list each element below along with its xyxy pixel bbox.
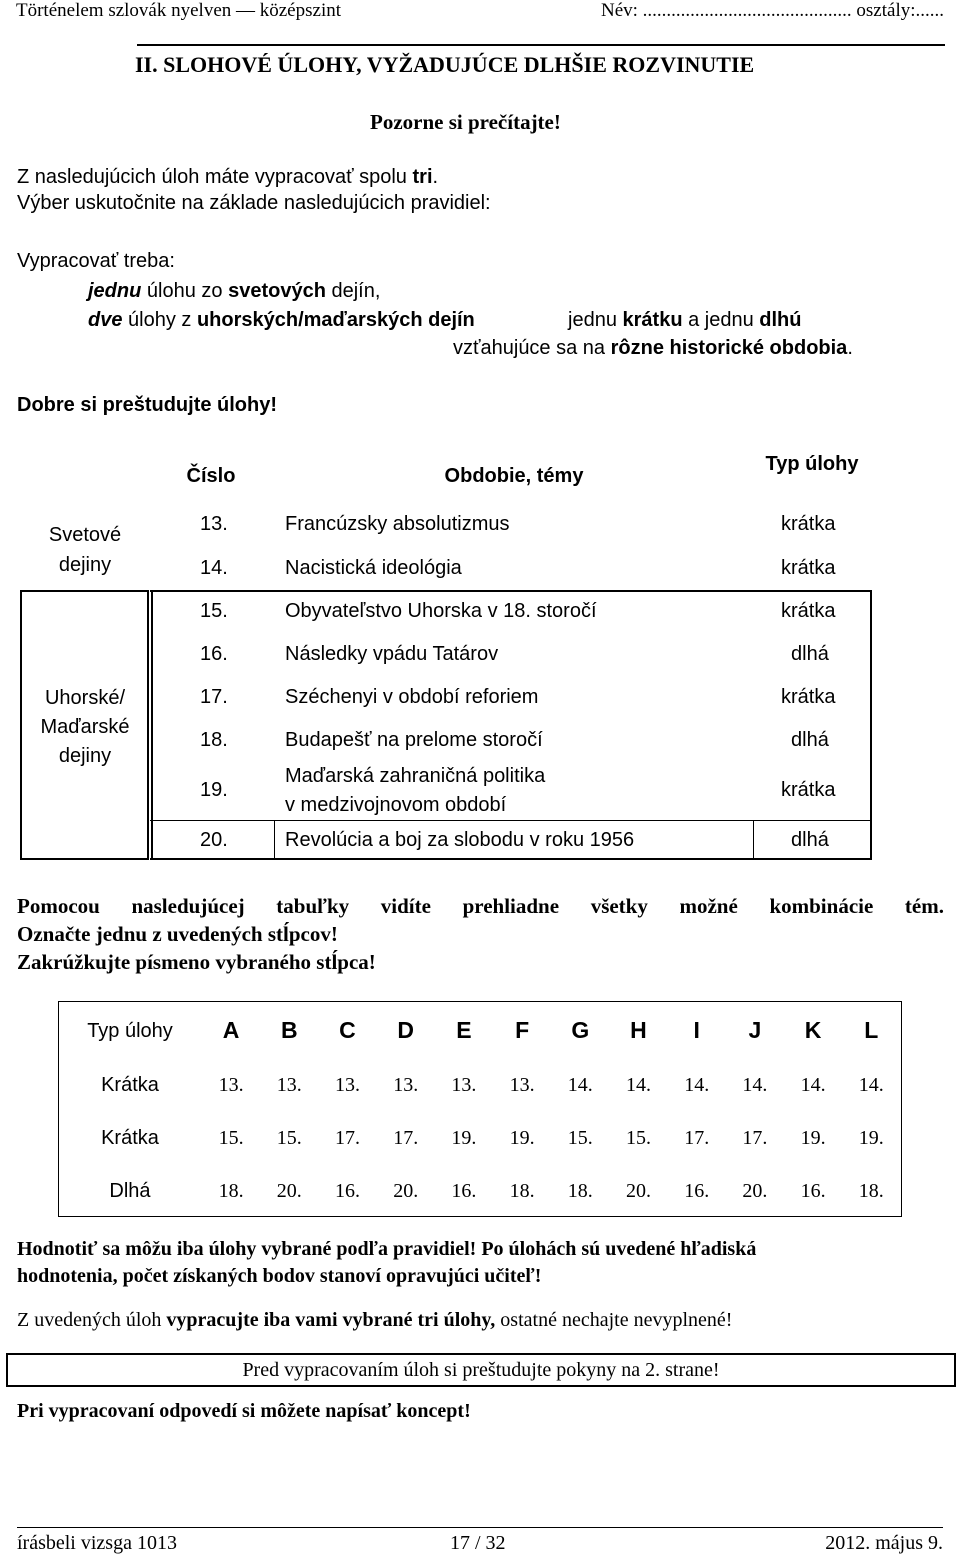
combo-cell: 15.: [276, 1127, 302, 1149]
column-letter-c[interactable]: C: [339, 1017, 356, 1043]
col-header-topic: Obdobie, témy: [444, 465, 584, 487]
col-rule-a: [274, 820, 275, 860]
combo-row-label-3[interactable]: Dlhá: [109, 1180, 151, 1202]
column-letter-b[interactable]: B: [280, 1017, 298, 1043]
col-header-type: Typ úlohy: [765, 453, 859, 475]
intro-line1: Z nasledujúcich úloh máte vypracovať spolu tri.: [17, 166, 439, 188]
combo-cell: 14.: [858, 1074, 884, 1096]
page-number: 17 / 32: [450, 1532, 506, 1554]
row-14-type: krátka: [781, 557, 836, 579]
row-13-topic: Francúzsky absolutizmus: [285, 513, 510, 535]
column-letter-e[interactable]: E: [456, 1017, 472, 1043]
combo-cell: 20.: [742, 1180, 768, 1202]
column-letter-h[interactable]: H: [630, 1017, 647, 1043]
combo-cell: 18.: [567, 1180, 593, 1202]
evaluation-line1: Hodnotiť sa môžu iba úlohy vybrané podľa pravidiel! Po úlohách sú uvedené hľadiská: [17, 1238, 757, 1260]
combo-cell: 14.: [625, 1074, 651, 1096]
combo-intro-line3: Zakrúžkujte písmeno vybraného stĺpca!: [17, 950, 376, 974]
row-15-topic: Obyvateľstvo Uhorska v 18. storočí: [285, 600, 597, 622]
boxed-note: [6, 1353, 956, 1387]
row-18-topic: Budapešť na prelome storočí: [285, 729, 543, 751]
footer-right: 2012. május 9.: [825, 1532, 943, 1554]
row-20-type: dlhá: [791, 829, 829, 851]
study-note: Dobre si preštudujte úlohy!: [17, 394, 278, 416]
header-rule: [137, 44, 945, 46]
header-right: Név: ............................................ osztály:......: [600, 0, 944, 21]
row-19-type: krátka: [781, 779, 836, 801]
boxed-note-text: Pred vypracovaním úloh si preštudujte pokyny na 2. strane!: [242, 1359, 720, 1381]
combo-row-label-2[interactable]: Krátka: [101, 1127, 159, 1149]
combo-intro-line2: Označte jednu z uvedených stĺpcov!: [17, 922, 338, 946]
row-13-number: 13.: [200, 513, 228, 535]
combo-table: [58, 1001, 902, 1217]
combo-cell: 20.: [393, 1180, 419, 1202]
row-16-topic: Následky vpádu Tatárov: [285, 643, 499, 665]
row-17-type: krátka: [781, 686, 836, 708]
row-13-type: krátka: [781, 513, 836, 535]
row-rule-20: [150, 820, 872, 821]
combo-cell: 18.: [218, 1180, 244, 1202]
combo-cell: 14.: [567, 1074, 593, 1096]
column-letter-a[interactable]: A: [222, 1017, 240, 1043]
combo-cell: 13.: [218, 1074, 244, 1096]
combo-cell: 16.: [684, 1180, 710, 1202]
combo-row-label-1[interactable]: Krátka: [101, 1074, 159, 1096]
combo-cell: 20.: [625, 1180, 651, 1202]
combo-cell: 19.: [858, 1127, 884, 1149]
combo-cell: 18.: [509, 1180, 535, 1202]
combo-cell: 17.: [393, 1127, 419, 1149]
evaluation-line2: hodnotenia, počet získaných bodov stanoví opravujúci učiteľ!: [17, 1265, 542, 1287]
combo-cell: 16.: [451, 1180, 477, 1202]
rule-hungarian: dve úlohy z uhorských/maďarských dejín: [88, 309, 475, 331]
row-17-number: 17.: [200, 686, 228, 708]
combo-cell: 14.: [742, 1074, 768, 1096]
only-three-note: Z uvedených úloh vypracujte iba vami vybrané tri úlohy, ostatné nechajte nevyplnené!: [17, 1309, 733, 1331]
row-16-type: dlhá: [791, 643, 829, 665]
row-14-number: 14.: [200, 557, 228, 579]
group-hungarian: Uhorské/ Maďarské dejiny: [40, 687, 130, 767]
col-header-number: Číslo: [186, 465, 236, 487]
combo-cell: 13.: [509, 1074, 535, 1096]
header-left: Történelem szlovák nyelven — középszint: [16, 0, 342, 21]
combo-cell: 19.: [509, 1127, 535, 1149]
draft-note: Pri vypracovaní odpovedí si môžete napísať koncept!: [17, 1400, 471, 1422]
column-letter-k[interactable]: K: [804, 1017, 822, 1043]
rule-hungarian-detail: jednu krátku a jednu dlhú: [568, 309, 802, 331]
column-letter-f[interactable]: F: [515, 1017, 530, 1043]
row-16-number: 16.: [200, 643, 228, 665]
combo-cell: 15.: [218, 1127, 244, 1149]
row-19-topic: Maďarská zahraničná politika: [285, 765, 546, 787]
row-14-topic: Nacistická ideológia: [285, 557, 462, 579]
combo-cell: 19.: [800, 1127, 826, 1149]
attention-note: Pozorne si prečítajte!: [370, 110, 561, 134]
group-world: Svetové dejiny: [48, 524, 122, 576]
column-letter-i[interactable]: I: [693, 1017, 700, 1043]
footer-rule: [17, 1527, 943, 1528]
column-letter-j[interactable]: J: [748, 1017, 762, 1043]
row-17-topic: Széchenyi v období reforiem: [285, 686, 539, 708]
intro-line2: Výber uskutočnite na základe nasledujúcich pravidiel:: [17, 192, 491, 214]
combo-cell: 19.: [451, 1127, 477, 1149]
combo-cell: 17.: [334, 1127, 360, 1149]
combo-cell: 13.: [334, 1074, 360, 1096]
footer-left: írásbeli vizsga 1013: [17, 1532, 177, 1554]
combo-cell: 14.: [684, 1074, 710, 1096]
combo-cell: 18.: [858, 1180, 884, 1202]
row-15-type: krátka: [781, 600, 836, 622]
combo-cell: 13.: [451, 1074, 477, 1096]
row-15-number: 15.: [200, 600, 228, 622]
column-letter-l[interactable]: L: [864, 1017, 879, 1043]
row-18-number: 18.: [200, 729, 228, 751]
combo-row-header: Typ úlohy: [87, 1020, 173, 1042]
combo-intro-line1: Pomocou nasledujúcej tabuľky vidíte prehliadne všetky možné kombinácie tém.: [17, 894, 944, 918]
row-20-number: 20.: [200, 829, 228, 851]
column-letter-d[interactable]: D: [397, 1017, 414, 1043]
combo-cell: 13.: [276, 1074, 302, 1096]
combo-cell: 17.: [742, 1127, 768, 1149]
combo-cell: 15.: [567, 1127, 593, 1149]
combo-cell: 14.: [800, 1074, 826, 1096]
row-19-topic-line2: v medzivojnovom období: [285, 794, 507, 816]
section-title: II. SLOHOVÉ ÚLOHY, VYŽADUJÚCE DLHŠIE ROZVINUTIE: [135, 52, 755, 77]
combo-cell: 16.: [334, 1180, 360, 1202]
combo-cell: 20.: [276, 1180, 302, 1202]
combo-cell: 17.: [684, 1127, 710, 1149]
rule-periods: vzťahujúce sa na rôzne historické obdobia.: [453, 337, 853, 359]
combo-cell: 15.: [625, 1127, 651, 1149]
column-letter-g[interactable]: G: [571, 1017, 590, 1043]
col-rule-b: [753, 820, 754, 860]
combo-cell: 16.: [800, 1180, 826, 1202]
row-19-number: 19.: [200, 779, 228, 801]
row-20-topic: Revolúcia a boj za slobodu v roku 1956: [285, 829, 635, 851]
combo-cell: 13.: [393, 1074, 419, 1096]
row-18-type: dlhá: [791, 729, 829, 751]
rule-world: jednu úlohu zo svetových dejín,: [88, 280, 381, 302]
intro-line3: Vypracovať treba:: [17, 250, 175, 272]
